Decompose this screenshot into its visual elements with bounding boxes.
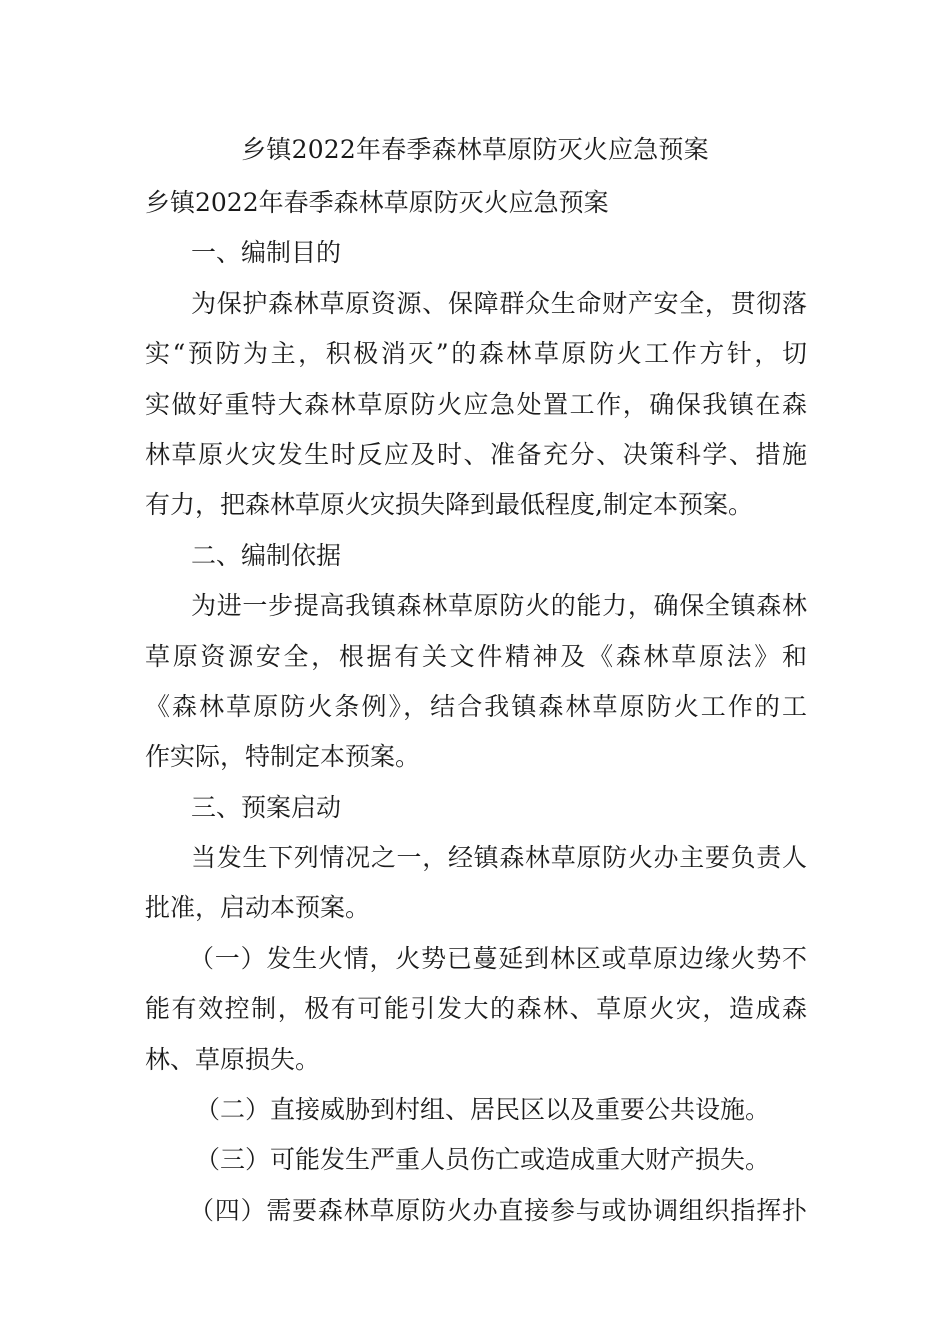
document-title: 乡镇2022年春季森林草原防灭火应急预案: [241, 135, 709, 164]
paragraph-line: 草原资源安全，根据有关文件精神及《森林草原法》和: [145, 641, 807, 671]
list-item: （三）可能发生严重人员伤亡或造成重大财产损失。: [195, 1145, 771, 1175]
paragraph-line: 林草原火灾发生时反应及时、准备充分、决策科学、措施: [145, 439, 807, 469]
paragraph-line: 为进一步提高我镇森林草原防火的能力，确保全镇森林: [191, 591, 807, 621]
paragraph-line: 实“预防为主，积极消灭”的森林草原防火工作方针，切: [145, 339, 807, 369]
list-item-line: （一）发生火情，火势已蔓延到林区或草原边缘火势不: [189, 943, 807, 973]
section-heading-purpose: 一、编制目的: [191, 238, 342, 268]
paragraph-line: 《森林草原防火条例》，结合我镇森林草原防火工作的工: [145, 691, 807, 721]
paragraph-line: 为保护森林草原资源、保障群众生命财产安全，贯彻落: [191, 288, 807, 318]
paragraph-line: 作实际，特制定本预案。: [145, 742, 421, 772]
list-item: （四）需要森林草原防火办直接参与或协调组织指挥扑: [189, 1195, 807, 1225]
section-heading-activation: 三、预案启动: [191, 792, 342, 822]
document-body: [145, 178, 807, 1236]
paragraph-line: 有力，把森林草原火灾损失降到最低程度,制定本预案。: [145, 490, 753, 520]
list-item-line: 林、草原损失。: [145, 1044, 321, 1074]
paragraph-line: 实做好重特大森林草原防火应急处置工作，确保我镇在森: [145, 389, 807, 419]
document-subtitle: 乡镇2022年春季森林草原防灭火应急预案: [145, 188, 609, 217]
paragraph-line: 当发生下列情况之一，经镇森林草原防火办主要负责人: [191, 843, 807, 873]
paragraph-line: 批准，启动本预案。: [145, 893, 371, 923]
list-item-line: 能有效控制，极有可能引发大的森林、草原火灾，造成森: [145, 994, 807, 1024]
list-item: （二）直接威胁到村组、居民区以及重要公共设施。: [195, 1095, 771, 1125]
section-heading-basis: 二、编制依据: [191, 540, 342, 570]
